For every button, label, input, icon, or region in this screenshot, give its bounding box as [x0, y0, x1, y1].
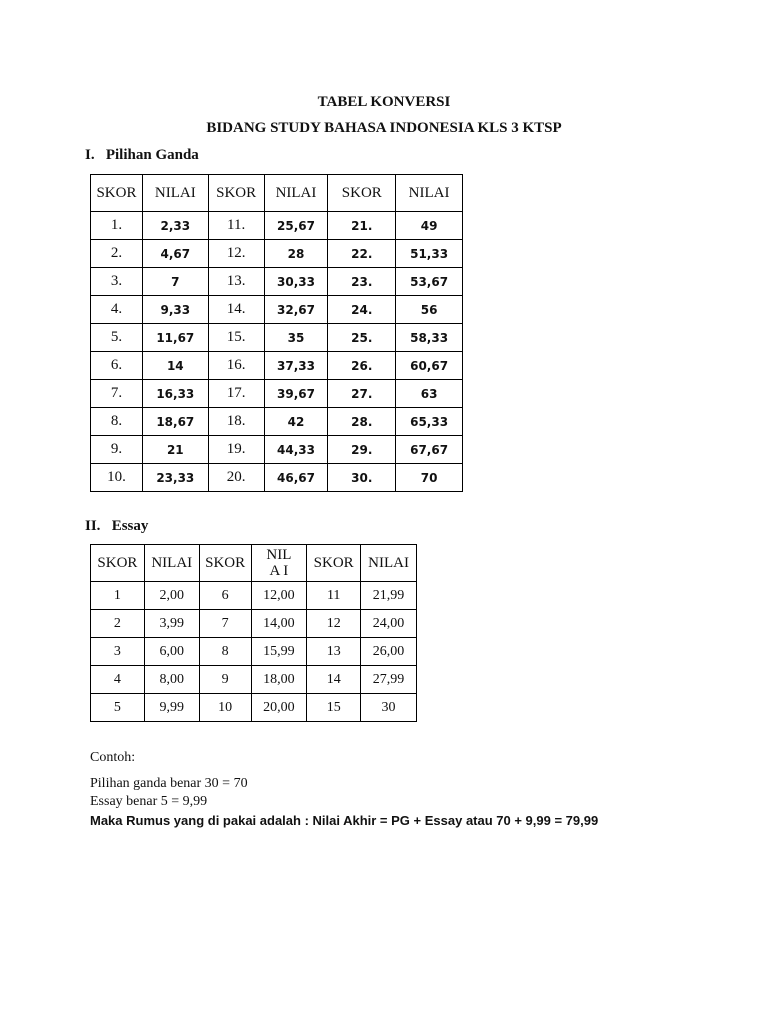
- table-row: [91, 380, 463, 408]
- table-cell: 63: [396, 380, 463, 408]
- table-cell: 30.: [328, 464, 396, 492]
- essay-table: [90, 544, 417, 722]
- table-header-cell: NILA I: [251, 545, 307, 582]
- table-cell: 28.: [328, 408, 396, 436]
- table-cell: 4: [91, 666, 145, 694]
- table-cell: 67,67: [396, 436, 463, 464]
- example-label: Contoh:: [90, 750, 136, 765]
- table-header-row: [91, 175, 463, 212]
- table-cell: 6.: [91, 352, 143, 380]
- table-cell: 9: [199, 666, 251, 694]
- section-label: Essay: [111, 518, 149, 534]
- table-cell: 12: [307, 610, 361, 638]
- table-cell: 1: [91, 582, 145, 610]
- table-cell: 25.: [328, 324, 396, 352]
- table-cell: 53,67: [396, 268, 463, 296]
- table-row: [91, 694, 417, 722]
- table-cell: 18.: [208, 408, 264, 436]
- table-cell: 7: [199, 610, 251, 638]
- table-cell: 2,33: [142, 212, 208, 240]
- table-header-cell: NILAI: [396, 175, 463, 212]
- example-formula: Maka Rumus yang di pakai adalah : Nilai Akhir = PG + Essay atau 70 + 9,99 = 79,99: [90, 813, 599, 828]
- table-row: [91, 408, 463, 436]
- table-cell: 3.: [91, 268, 143, 296]
- table-cell: 9.: [91, 436, 143, 464]
- table-cell: 14,00: [251, 610, 307, 638]
- table-cell: 14.: [208, 296, 264, 324]
- table-cell: 28: [264, 240, 328, 268]
- table-row: [91, 240, 463, 268]
- table-row: [91, 436, 463, 464]
- page-subtitle: BIDANG STUDY BAHASA INDONESIA KLS 3 KTSP: [206, 120, 562, 136]
- section-heading-pilihan-ganda: [85, 147, 199, 164]
- table-cell: 22.: [328, 240, 396, 268]
- page-title: TABEL KONVERSI: [317, 94, 451, 110]
- table-cell: 14: [307, 666, 361, 694]
- table-cell: 58,33: [396, 324, 463, 352]
- example-line-essay: Essay benar 5 = 9,99: [90, 794, 208, 809]
- table-cell: 27,99: [361, 666, 417, 694]
- table-cell: 42: [264, 408, 328, 436]
- table-cell: 4.: [91, 296, 143, 324]
- table-cell: 24.: [328, 296, 396, 324]
- table-cell: 46,67: [264, 464, 328, 492]
- table-header-cell: NILAI: [142, 175, 208, 212]
- table-cell: 18,00: [251, 666, 307, 694]
- table-cell: 10.: [91, 464, 143, 492]
- table-cell: 12,00: [251, 582, 307, 610]
- table-cell: 8.: [91, 408, 143, 436]
- table-cell: 21: [142, 436, 208, 464]
- table-cell: 15.: [208, 324, 264, 352]
- table-cell: 9,33: [142, 296, 208, 324]
- table-row: [91, 638, 417, 666]
- table-cell: 65,33: [396, 408, 463, 436]
- table-cell: 37,33: [264, 352, 328, 380]
- table-cell: 27.: [328, 380, 396, 408]
- table-cell: 29.: [328, 436, 396, 464]
- section-number: I.: [85, 147, 95, 163]
- table-cell: 26,00: [361, 638, 417, 666]
- table-cell: 11.: [208, 212, 264, 240]
- essay-table-body: [91, 545, 417, 722]
- table-cell: 4,67: [142, 240, 208, 268]
- table-cell: 18,67: [142, 408, 208, 436]
- table-row: [91, 212, 463, 240]
- table-cell: 21,99: [361, 582, 417, 610]
- table-row: [91, 352, 463, 380]
- table-cell: 5: [91, 694, 145, 722]
- table-cell: 15,99: [251, 638, 307, 666]
- table-cell: 3,99: [144, 610, 199, 638]
- table-header-cell: NILAI: [361, 545, 417, 582]
- table-cell: 70: [396, 464, 463, 492]
- table-header-cell: SKOR: [307, 545, 361, 582]
- table-row: [91, 296, 463, 324]
- table-cell: 25,67: [264, 212, 328, 240]
- table-header-cell: SKOR: [199, 545, 251, 582]
- table-cell: 49: [396, 212, 463, 240]
- table-cell: 60,67: [396, 352, 463, 380]
- section-number: II.: [85, 518, 101, 534]
- table-cell: 56: [396, 296, 463, 324]
- pilihan-ganda-table: [90, 174, 463, 492]
- table-cell: 21.: [328, 212, 396, 240]
- table-cell: 39,67: [264, 380, 328, 408]
- table-header-cell: NILAI: [264, 175, 328, 212]
- table-cell: 30,33: [264, 268, 328, 296]
- table-cell: 8,00: [144, 666, 199, 694]
- table-cell: 12.: [208, 240, 264, 268]
- table-cell: 26.: [328, 352, 396, 380]
- table-cell: 10: [199, 694, 251, 722]
- table-cell: 35: [264, 324, 328, 352]
- table-cell: 14: [142, 352, 208, 380]
- table-cell: 13: [307, 638, 361, 666]
- table-cell: 6,00: [144, 638, 199, 666]
- table-cell: 44,33: [264, 436, 328, 464]
- example-line-pilihan-ganda: Pilihan ganda benar 30 = 70: [90, 776, 248, 791]
- table-cell: 2,00: [144, 582, 199, 610]
- table-cell: 23.: [328, 268, 396, 296]
- table-cell: 9,99: [144, 694, 199, 722]
- table-cell: 11,67: [142, 324, 208, 352]
- table-cell: 13.: [208, 268, 264, 296]
- table-cell: 16.: [208, 352, 264, 380]
- table-cell: 7: [142, 268, 208, 296]
- table-cell: 2: [91, 610, 145, 638]
- table-cell: 1.: [91, 212, 143, 240]
- table-cell: 8: [199, 638, 251, 666]
- table-cell: 19.: [208, 436, 264, 464]
- table-cell: 2.: [91, 240, 143, 268]
- table-header-cell: SKOR: [91, 175, 143, 212]
- table-cell: 5.: [91, 324, 143, 352]
- table-cell: 3: [91, 638, 145, 666]
- pilihan-ganda-table-body: [91, 175, 463, 492]
- table-cell: 15: [307, 694, 361, 722]
- table-row: [91, 666, 417, 694]
- table-cell: 17.: [208, 380, 264, 408]
- table-cell: 20,00: [251, 694, 307, 722]
- section-heading-essay: [85, 518, 148, 535]
- table-cell: 24,00: [361, 610, 417, 638]
- table-cell: 23,33: [142, 464, 208, 492]
- table-cell: 7.: [91, 380, 143, 408]
- table-cell: 6: [199, 582, 251, 610]
- table-row: [91, 464, 463, 492]
- table-header-row: [91, 545, 417, 582]
- table-cell: 30: [361, 694, 417, 722]
- table-header-cell: SKOR: [91, 545, 145, 582]
- table-row: [91, 582, 417, 610]
- table-row: [91, 268, 463, 296]
- table-cell: 20.: [208, 464, 264, 492]
- table-cell: 32,67: [264, 296, 328, 324]
- table-cell: 51,33: [396, 240, 463, 268]
- table-cell: 16,33: [142, 380, 208, 408]
- table-header-cell: SKOR: [208, 175, 264, 212]
- table-cell: 11: [307, 582, 361, 610]
- table-row: [91, 610, 417, 638]
- section-label: Pilihan Ganda: [105, 147, 199, 163]
- table-row: [91, 324, 463, 352]
- table-header-cell: SKOR: [328, 175, 396, 212]
- table-header-cell: NILAI: [144, 545, 199, 582]
